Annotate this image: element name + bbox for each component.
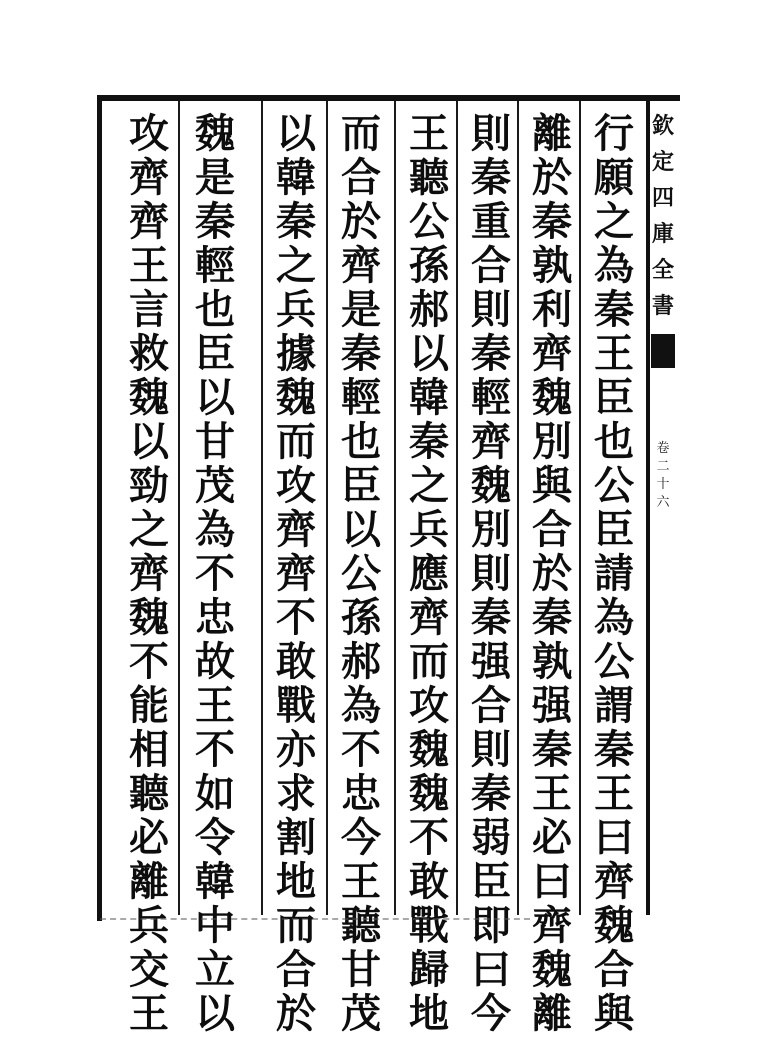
character: 齊: [129, 154, 169, 201]
text-column-7: [184, 110, 246, 1037]
fishtail-mark: [651, 334, 675, 368]
margin-glyph: 欽: [651, 113, 674, 139]
character: 必: [532, 814, 572, 861]
character: 輕: [471, 374, 511, 421]
text-column-8: [118, 110, 180, 1037]
character: 歸: [409, 946, 449, 993]
margin-glyph: 全: [651, 257, 674, 283]
character: 秦: [594, 286, 634, 333]
character: 合: [594, 946, 634, 993]
character: 秦: [195, 198, 235, 245]
character: 忠: [341, 770, 381, 817]
character: 不: [276, 594, 316, 641]
character: 秦: [532, 594, 572, 641]
character: 曰: [532, 858, 572, 905]
character: 孰: [532, 242, 572, 289]
character: 輕: [195, 242, 235, 289]
character: 中: [195, 902, 235, 949]
character: 亦: [276, 726, 316, 773]
character: 割: [276, 814, 316, 861]
column-rule: [261, 101, 263, 915]
character: 齊: [276, 506, 316, 553]
character: 秦: [532, 198, 572, 245]
character: 以: [276, 110, 316, 157]
character: 秦: [471, 330, 511, 377]
character: 王: [409, 110, 449, 157]
character: 是: [341, 286, 381, 333]
character: 與: [594, 990, 634, 1037]
character: 秦: [471, 154, 511, 201]
character: 據: [276, 330, 316, 377]
character: 今: [341, 814, 381, 861]
character: 魏: [195, 110, 235, 157]
character: 攻: [409, 682, 449, 729]
text-column-6: [265, 110, 327, 1037]
character: 應: [409, 550, 449, 597]
character: 必: [129, 814, 169, 861]
margin-divider: [646, 95, 650, 915]
character: 兵: [276, 286, 316, 333]
character: 茂: [195, 462, 235, 509]
character: 兵: [409, 506, 449, 553]
character: 魏: [129, 594, 169, 641]
character: 齊: [129, 198, 169, 245]
character: 而: [341, 110, 381, 157]
character: 如: [195, 770, 235, 817]
character: 利: [532, 286, 572, 333]
character: 而: [409, 638, 449, 685]
margin-glyph: 庫: [651, 221, 674, 247]
character: 合: [341, 154, 381, 201]
character: 秦: [276, 198, 316, 245]
character: 敢: [409, 858, 449, 905]
character: 公: [594, 462, 634, 509]
character: 魏: [532, 946, 572, 993]
character: 臣: [195, 330, 235, 377]
character: 魏: [409, 726, 449, 773]
character: 以: [409, 330, 449, 377]
text-column-2: [521, 110, 583, 1037]
character: 則: [471, 286, 511, 333]
character: 攻: [129, 110, 169, 157]
character: 以: [195, 374, 235, 421]
character: 秦: [409, 418, 449, 465]
character: 為: [594, 242, 634, 289]
character: 攻: [276, 462, 316, 509]
character: 即: [471, 902, 511, 949]
text-column-4: [398, 110, 460, 1037]
character: 臣: [471, 858, 511, 905]
character: 合: [532, 506, 572, 553]
character: 兵: [129, 902, 169, 949]
character: 魏: [532, 374, 572, 421]
character: 為: [195, 506, 235, 553]
character: 於: [532, 550, 572, 597]
character: 之: [409, 462, 449, 509]
character: 王: [195, 682, 235, 729]
character: 為: [594, 594, 634, 641]
character: 以: [341, 506, 381, 553]
character: 也: [195, 286, 235, 333]
character: 孫: [409, 242, 449, 289]
margin-glyph: 書: [651, 293, 674, 319]
character: 魏: [409, 770, 449, 817]
character: 忠: [195, 594, 235, 641]
character: 故: [195, 638, 235, 685]
character: 王: [594, 330, 634, 377]
character: 魏: [129, 374, 169, 421]
margin-volume-label: [651, 440, 675, 512]
character: 不: [129, 638, 169, 685]
character: 地: [409, 990, 449, 1037]
character: 地: [276, 858, 316, 905]
character: 能: [129, 682, 169, 729]
character: 輕: [341, 374, 381, 421]
character: 於: [276, 990, 316, 1037]
character: 韓: [409, 374, 449, 421]
character: 以: [195, 990, 235, 1037]
character: 離: [129, 858, 169, 905]
character: 秦: [341, 330, 381, 377]
character: 齊: [276, 550, 316, 597]
margin-glyph: 十: [656, 477, 670, 492]
margin-glyph: 二: [656, 459, 670, 474]
character: 之: [594, 198, 634, 245]
character: 王: [129, 242, 169, 289]
character: 臣: [594, 506, 634, 553]
character: 行: [594, 110, 634, 157]
character: 重: [471, 198, 511, 245]
character: 不: [195, 550, 235, 597]
character: 王: [594, 770, 634, 817]
character: 別: [471, 506, 511, 553]
character: 是: [195, 154, 235, 201]
bottom-edge-mark: [100, 918, 530, 922]
margin-glyph: 定: [651, 149, 674, 175]
character: 求: [276, 770, 316, 817]
character: 離: [532, 110, 572, 157]
character: 公: [594, 638, 634, 685]
character: 不: [409, 814, 449, 861]
character: 今: [471, 990, 511, 1037]
character: 也: [594, 418, 634, 465]
character: 之: [129, 506, 169, 553]
character: 不: [341, 726, 381, 773]
character: 與: [532, 462, 572, 509]
character: 王: [341, 858, 381, 905]
character: 聽: [129, 770, 169, 817]
character: 謂: [594, 682, 634, 729]
character: 戰: [409, 902, 449, 949]
character: 秦: [532, 726, 572, 773]
character: 請: [594, 550, 634, 597]
character: 立: [195, 946, 235, 993]
character: 韓: [276, 154, 316, 201]
character: 敢: [276, 638, 316, 685]
margin-glyph: 四: [651, 185, 674, 211]
character: 公: [409, 198, 449, 245]
character: 不: [195, 726, 235, 773]
character: 甘: [195, 418, 235, 465]
character: 秦: [594, 726, 634, 773]
character: 公: [341, 550, 381, 597]
text-column-1: [583, 110, 645, 1037]
character: 離: [532, 990, 572, 1037]
character: 秦: [471, 770, 511, 817]
character: 救: [129, 330, 169, 377]
character: 甘: [341, 946, 381, 993]
character: 則: [471, 110, 511, 157]
character: 合: [471, 682, 511, 729]
character: 郝: [341, 638, 381, 685]
character: 郝: [409, 286, 449, 333]
character: 齊: [409, 594, 449, 641]
character: 而: [276, 418, 316, 465]
character: 齊: [532, 902, 572, 949]
margin-glyph: 六: [656, 495, 670, 510]
text-column-5: [330, 110, 392, 1037]
character: 則: [471, 726, 511, 773]
character: 弱: [471, 814, 511, 861]
character: 强: [471, 638, 511, 685]
character: 願: [594, 154, 634, 201]
character: 聽: [341, 902, 381, 949]
character: 强: [532, 682, 572, 729]
character: 令: [195, 814, 235, 861]
character: 韓: [195, 858, 235, 905]
character: 齊: [341, 242, 381, 289]
character: 則: [471, 550, 511, 597]
character: 王: [129, 990, 169, 1037]
character: 為: [341, 682, 381, 729]
character: 魏: [471, 462, 511, 509]
character: 齊: [129, 550, 169, 597]
margin-book-title: [651, 108, 675, 324]
character: 齊: [471, 418, 511, 465]
column-rule: [394, 101, 396, 915]
character: 齊: [594, 858, 634, 905]
character: 以: [129, 418, 169, 465]
character: 也: [341, 418, 381, 465]
character: 孫: [341, 594, 381, 641]
character: 言: [129, 286, 169, 333]
character: 曰: [594, 814, 634, 861]
character: 茂: [341, 990, 381, 1037]
character: 臣: [594, 374, 634, 421]
character: 聽: [409, 154, 449, 201]
character: 之: [276, 242, 316, 289]
character: 秦: [471, 594, 511, 641]
character: 交: [129, 946, 169, 993]
character: 相: [129, 726, 169, 773]
character: 而: [276, 902, 316, 949]
character: 合: [276, 946, 316, 993]
character: 勁: [129, 462, 169, 509]
character: 臣: [341, 462, 381, 509]
character: 魏: [594, 902, 634, 949]
character: 於: [341, 198, 381, 245]
character: 戰: [276, 682, 316, 729]
text-column-3: [460, 110, 522, 1037]
character: 王: [532, 770, 572, 817]
character: 於: [532, 154, 572, 201]
margin-glyph: 卷: [656, 441, 670, 456]
character: 合: [471, 242, 511, 289]
character: 魏: [276, 374, 316, 421]
character: 齊: [532, 330, 572, 377]
character: 孰: [532, 638, 572, 685]
character: 別: [532, 418, 572, 465]
character: 曰: [471, 946, 511, 993]
